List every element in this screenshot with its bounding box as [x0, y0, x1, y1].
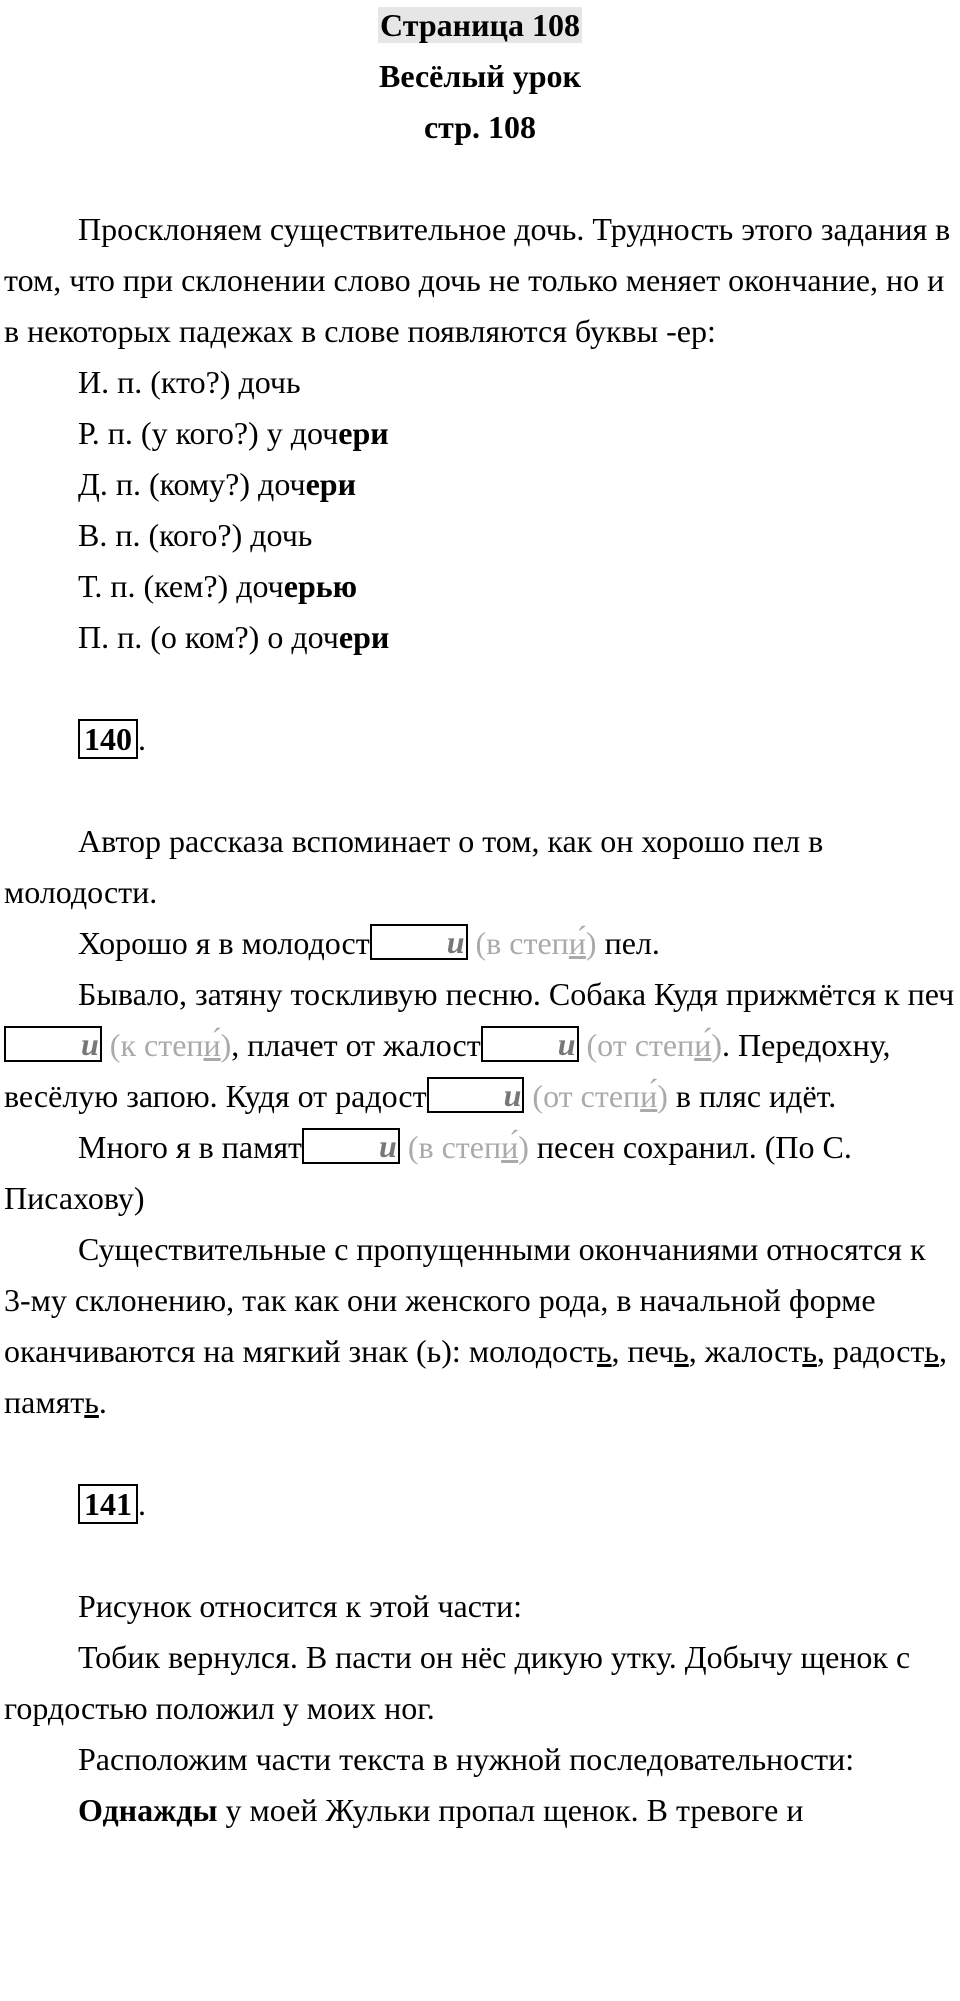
case-row: Д. п. (кому?) дочери [78, 466, 357, 502]
case-ending: ерью [283, 568, 358, 604]
case-ending: ери [338, 619, 390, 655]
exercise-number-box: 141 [78, 1484, 138, 1524]
stress-check-note: (в степи́) [467, 925, 597, 961]
case-row: Р. п. (у кого?) у дочери [78, 415, 389, 451]
stress-check-note: (к степи́) [101, 1027, 232, 1063]
exercise-140-line-2: Бывало, затяну тоскливую песню. Собака Кудя прижмётся к печи (к степи́), плачет от жалост и (от степи́). Передохну, весёлую запою. Кудя от радост и (от степи́) в пляс идёт. [4, 976, 955, 1114]
page-header [4, 0, 956, 153]
page-title: Страница 108 [380, 7, 580, 43]
lesson-title: Весёлый урок [379, 58, 581, 94]
case-row: В. п. (кого?) дочь [78, 517, 313, 553]
declension-list [4, 357, 956, 663]
page-reference: стр. 108 [423, 109, 537, 145]
exercise-140-line-3: Много я в памят и (в степи́) песен сохранил. (По С. Писахову) [4, 1128, 852, 1216]
word-list: молодость, печь, жалость, радость, память. [4, 1333, 947, 1420]
intro-paragraph: Просклоняем существительное дочь. Трудность этого задания в том, что при склонении слово дочь не только меняет окончание, но и в некоторых падежах в слове появляются буквы -ер: [4, 211, 951, 349]
exercise-141-paragraph-1: Рисунок относится к этой части: [78, 1588, 522, 1624]
stress-check-note: (в степи́) [399, 1129, 529, 1165]
stress-check-note: (от степи́) [524, 1078, 668, 1114]
case-ending: ери [305, 466, 357, 502]
exercise-141-paragraph-4: Однажды у моей Жульки пропал щенок. В тревоге и [78, 1792, 804, 1828]
exercise-141-paragraph-2: Тобик вернулся. В пасти он нёс дикую утку. Добычу щенок с гордостью положил у моих ног. [4, 1639, 911, 1726]
missing-ending-box: и [302, 1128, 400, 1164]
exercise-141-heading: 141 . [4, 1479, 956, 1530]
case-row: И. п. (кто?) дочь [78, 364, 301, 400]
exercise-140-heading: 140 . [4, 714, 956, 765]
missing-ending-box: и [481, 1026, 579, 1062]
missing-ending-box: и [4, 1026, 102, 1062]
exercise-140-intro: Автор рассказа вспоминает о том, как он хорошо пел в молодости. [4, 823, 824, 910]
case-ending: ери [338, 415, 389, 451]
exercise-140-line-1: Хорошо я в молодост и (в степи́) пел. [78, 924, 660, 961]
exercise-140-conclusion: Существительные с пропущенными окончаниями относятся к 3-му склонению, так как они женского рода, в начальной форме оканчиваются на мягкий знак (ь): молодость, печь, жалость, радость, память. [4, 1231, 947, 1420]
case-row: П. п. (о ком?) о дочери [78, 619, 390, 655]
case-row: Т. п. (кем?) дочерью [78, 568, 358, 604]
missing-ending-box: и [370, 924, 468, 960]
exercise-141-paragraph-3: Расположим части текста в нужной последовательности: [78, 1741, 855, 1777]
stress-check-note: (от степи́) [578, 1027, 723, 1063]
missing-ending-box: и [427, 1077, 525, 1113]
exercise-number-box: 140 [78, 719, 138, 759]
